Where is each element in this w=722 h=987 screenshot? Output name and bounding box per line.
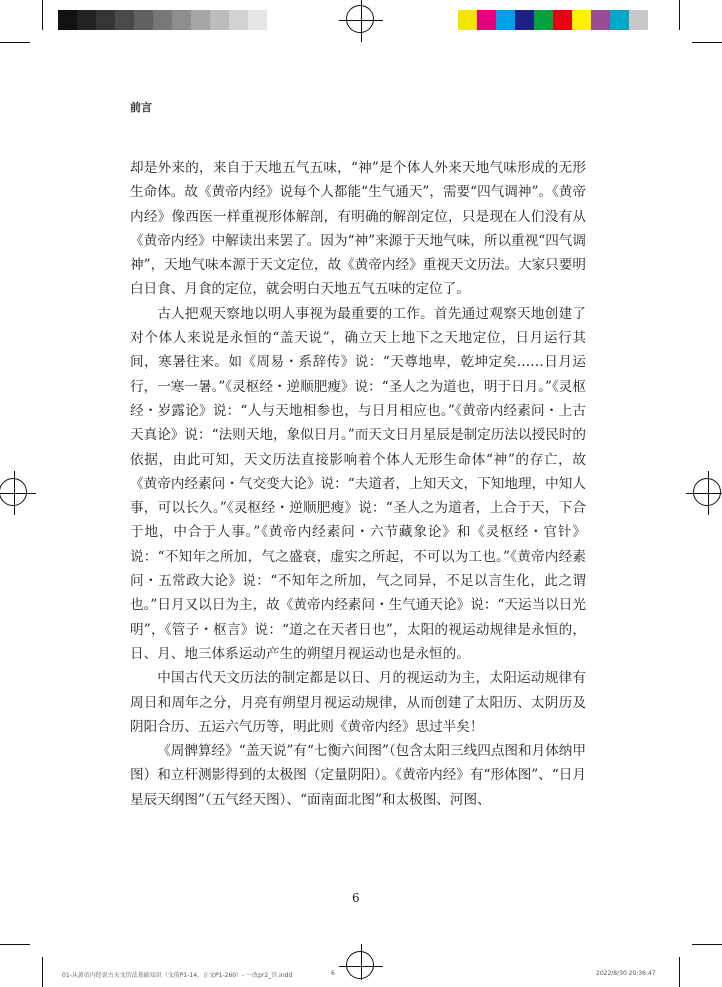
color-swatch [572, 10, 591, 30]
page-number: 6 [352, 891, 360, 905]
color-swatch [610, 10, 629, 30]
color-swatch [248, 10, 267, 30]
crop-mark [679, 957, 680, 987]
slug-sheet: 6 [331, 970, 335, 977]
color-swatch [534, 10, 553, 30]
color-swatch [648, 10, 667, 30]
color-swatch [77, 10, 96, 30]
color-swatch [153, 10, 172, 30]
color-swatch [191, 10, 210, 30]
color-swatch [515, 10, 534, 30]
color-swatch [458, 10, 477, 30]
paragraph: 却是外来的，来自于天地五气五味，“神”是个体人外来天地气味形成的无形生命体。故《黄帝内经》说每个人都能“生气通天”，需要“四气调神”。《黄帝内经》像西医一样重视形体解剖，有明确的解剖定位，只是现在人们没有从《黄帝内经》中解读出来罢了。因为“神”来源于天地气味，所以重视“四气调神”，天地气味本源于天文定位，故《黄帝内经》重视天文历法。大家只要明白日食、月食的定位，就会明白天地五气五味的定位了。 [130, 160, 586, 298]
crop-mark [692, 944, 722, 945]
running-head: 前言 [130, 101, 152, 114]
paragraph: 古人把观天察地以明人事视为最重要的工作。首先通过观察天地创建了对个体人来说是永恒的“盖天说”，确立天上地下之天地定位，日月运行其间，寒暑往来。如《周易・系辞传》说：“天尊地卑，乾坤定矣……日月运行，一寒一暑。”《灵枢经・逆顺肥瘦》说：“圣人之为道也，明于日月。”《灵枢经・岁露论》说：“人与天地相参也，与日月相应也。”《黄帝内经素问・上古天真论》说：“法则天地，象似日月。”而天文日月星辰是制定历法以授民时的依据，由此可知，天文历法直接影响着个体人无形生命体“神”的存亡，故《黄帝内经素问・气交变大论》说：“夫道者，上知天文，下知地理，中知人事，可以长久。”《灵枢经・逆顺肥瘦》说：“圣人之为道者，上合于天，下合于地，中合于人事。”《黄帝内经素问・六节藏象论》和《灵枢经・官针》说：“不知年之所加，气之盛衰，虚实之所起，不可以为工也。”《黄帝内经素问・五常政大论》说：“不知年之所加，气之同异，不足以言生化，此之谓也。”日月又以日为主，故《黄帝内经素问・生气通天论》说：“天运当以日光明”，《管子・枢言》说：“道之在天者日也”，太阳的视运动规律是永恒的，日、月、地三体系运动产生的朔望月视运动也是永恒的。 [130, 305, 586, 662]
paragraph: 《周髀算经》“盖天说”有“七衡六间图”（包含太阳三线四点图和月体纳甲图）和立杆测影得到的太极图（定量阴阳）。《黄帝内经》有“形体图”、“日月星辰天纲图”（五气经天图）、“面南面北图”和太极图、河图、 [130, 743, 586, 808]
gray-density-strip [58, 10, 267, 30]
color-swatch [591, 10, 610, 30]
color-swatch [629, 10, 648, 30]
color-swatch [229, 10, 248, 30]
color-swatch [58, 10, 77, 30]
crop-mark [0, 944, 30, 945]
color-swatch [210, 10, 229, 30]
crop-mark [679, 0, 680, 30]
color-swatch [134, 10, 153, 30]
crop-mark [0, 42, 30, 43]
color-swatch [553, 10, 572, 30]
color-swatch [96, 10, 115, 30]
slug-timestamp: 2022/8/30 20:36:47 [596, 970, 656, 977]
color-control-strip [458, 10, 667, 30]
body-text [130, 156, 586, 812]
color-swatch [172, 10, 191, 30]
slug-filename: 01-从黄帝内经说古天文历法基础知识（文前P1-14，正文P1-260）- 一改pr2_宫.indd [62, 972, 293, 979]
color-swatch [115, 10, 134, 30]
crop-mark [692, 42, 722, 43]
crop-mark [42, 957, 43, 987]
color-swatch [477, 10, 496, 30]
color-swatch [496, 10, 515, 30]
paragraph: 中国古代天文历法的制定都是以日、月的视运动为主，太阳运动规律有周日和周年之分，月亮有朔望月视运动规律，从而创建了太阳历、太阴历及阴阳合历、五运六气历等，明此则《黄帝内经》思过半矣！ [130, 670, 586, 735]
crop-mark [42, 0, 43, 30]
